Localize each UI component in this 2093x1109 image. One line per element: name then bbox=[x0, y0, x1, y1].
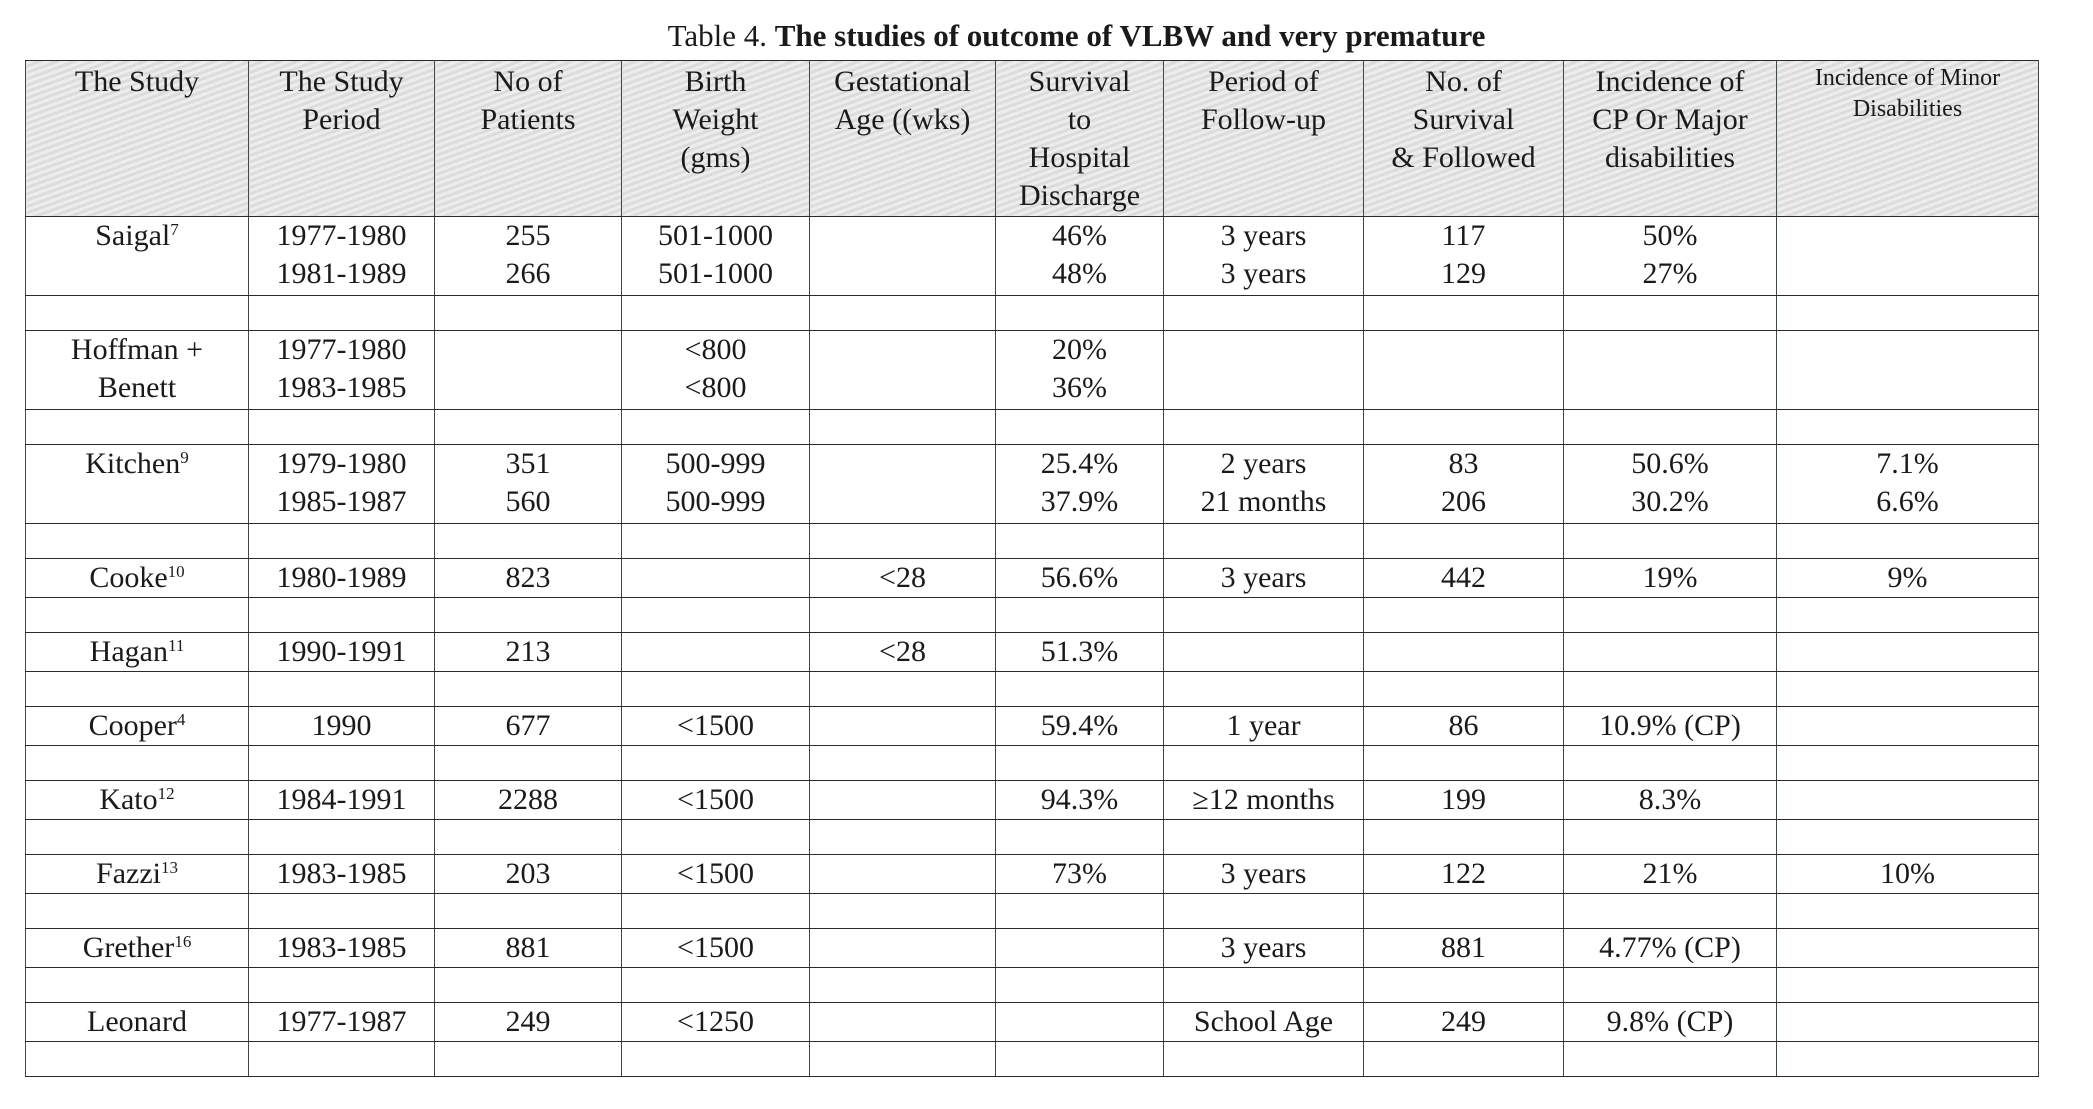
weight-cell: <1500 bbox=[622, 929, 810, 968]
patients-cell: 677 bbox=[435, 707, 622, 746]
empty-cell bbox=[249, 968, 435, 1003]
empty-cell bbox=[249, 410, 435, 445]
study-name: Leonard bbox=[87, 1005, 187, 1038]
patients-cell: 255 266 bbox=[435, 217, 622, 296]
study-cell bbox=[26, 855, 249, 894]
empty-cell bbox=[1164, 296, 1364, 331]
empty-cell bbox=[996, 820, 1164, 855]
followup-cell: 1 year bbox=[1164, 707, 1364, 746]
table-caption bbox=[0, 18, 2093, 54]
table-row bbox=[26, 781, 2039, 820]
empty-cell bbox=[996, 524, 1164, 559]
spacer-row bbox=[26, 296, 2039, 331]
ga-cell: <28 bbox=[810, 633, 996, 672]
empty-cell bbox=[249, 820, 435, 855]
reference-number: 11 bbox=[167, 636, 185, 655]
empty-cell bbox=[810, 296, 996, 331]
study-name: Hoffman + Benett bbox=[70, 333, 204, 404]
empty-cell bbox=[435, 746, 622, 781]
survival-cell: 56.6% bbox=[996, 559, 1164, 598]
empty-cell bbox=[26, 746, 249, 781]
study-cell bbox=[26, 633, 249, 672]
empty-cell bbox=[996, 1042, 1164, 1077]
empty-cell bbox=[26, 820, 249, 855]
column-header: No. of Survival & Followed bbox=[1364, 61, 1564, 217]
empty-cell bbox=[249, 894, 435, 929]
empty-cell bbox=[1777, 598, 2039, 633]
empty-cell bbox=[26, 1042, 249, 1077]
minor-cell bbox=[1777, 217, 2039, 296]
minor-cell: 9% bbox=[1777, 559, 2039, 598]
period-cell: 1984-1991 bbox=[249, 781, 435, 820]
empty-cell bbox=[1364, 894, 1564, 929]
caption-prefix: Table 4. bbox=[667, 18, 767, 53]
study-name: Hagan bbox=[89, 635, 168, 668]
table-row bbox=[26, 1003, 2039, 1042]
followed-cell: 249 bbox=[1364, 1003, 1564, 1042]
empty-cell bbox=[26, 894, 249, 929]
table-row bbox=[26, 559, 2039, 598]
followup-cell: ≥12 months bbox=[1164, 781, 1364, 820]
empty-cell bbox=[1777, 1042, 2039, 1077]
spacer-row bbox=[26, 410, 2039, 445]
weight-cell: 501-1000 501-1000 bbox=[622, 217, 810, 296]
empty-cell bbox=[249, 1042, 435, 1077]
study-cell bbox=[26, 331, 249, 410]
spacer-row bbox=[26, 672, 2039, 707]
empty-cell bbox=[1164, 894, 1364, 929]
empty-cell bbox=[1364, 968, 1564, 1003]
column-header: Period of Follow-up bbox=[1164, 61, 1364, 217]
period-cell: 1983-1985 bbox=[249, 929, 435, 968]
major-cell: 10.9% (CP) bbox=[1564, 707, 1777, 746]
empty-cell bbox=[810, 672, 996, 707]
study-name: Kato bbox=[99, 783, 158, 816]
weight-cell: <1500 bbox=[622, 781, 810, 820]
minor-cell bbox=[1777, 633, 2039, 672]
ga-cell bbox=[810, 781, 996, 820]
spacer-row bbox=[26, 968, 2039, 1003]
empty-cell bbox=[1164, 746, 1364, 781]
study-cell bbox=[26, 1003, 249, 1042]
column-header: Incidence of CP Or Major disabilities bbox=[1564, 61, 1777, 217]
empty-cell bbox=[435, 968, 622, 1003]
empty-cell bbox=[249, 672, 435, 707]
empty-cell bbox=[996, 894, 1164, 929]
table-row bbox=[26, 707, 2039, 746]
empty-cell bbox=[622, 598, 810, 633]
reference-number: 7 bbox=[170, 220, 179, 239]
table-row bbox=[26, 217, 2039, 296]
patients-cell: 823 bbox=[435, 559, 622, 598]
survival-cell bbox=[996, 929, 1164, 968]
minor-cell bbox=[1777, 331, 2039, 410]
ga-cell bbox=[810, 331, 996, 410]
period-cell: 1983-1985 bbox=[249, 855, 435, 894]
reference-number: 13 bbox=[160, 858, 178, 877]
empty-cell bbox=[810, 524, 996, 559]
followup-cell: 3 years bbox=[1164, 929, 1364, 968]
column-header: Gestational Age ((wks) bbox=[810, 61, 996, 217]
spacer-row bbox=[26, 894, 2039, 929]
survival-cell: 94.3% bbox=[996, 781, 1164, 820]
empty-cell bbox=[26, 598, 249, 633]
study-name: Cooke bbox=[89, 561, 168, 594]
major-cell: 50.6% 30.2% bbox=[1564, 445, 1777, 524]
followed-cell: 881 bbox=[1364, 929, 1564, 968]
followed-cell: 199 bbox=[1364, 781, 1564, 820]
empty-cell bbox=[622, 968, 810, 1003]
ga-cell: <28 bbox=[810, 559, 996, 598]
reference-number: 10 bbox=[167, 562, 185, 581]
empty-cell bbox=[435, 296, 622, 331]
study-cell bbox=[26, 217, 249, 296]
spacer-row bbox=[26, 1042, 2039, 1077]
empty-cell bbox=[1164, 524, 1364, 559]
major-cell: 50% 27% bbox=[1564, 217, 1777, 296]
followup-cell: 3 years 3 years bbox=[1164, 217, 1364, 296]
empty-cell bbox=[622, 296, 810, 331]
empty-cell bbox=[622, 820, 810, 855]
survival-cell: 25.4% 37.9% bbox=[996, 445, 1164, 524]
empty-cell bbox=[435, 524, 622, 559]
column-header: Birth Weight (gms) bbox=[622, 61, 810, 217]
empty-cell bbox=[1164, 410, 1364, 445]
followed-cell bbox=[1364, 633, 1564, 672]
spacer-row bbox=[26, 598, 2039, 633]
column-header: No of Patients bbox=[435, 61, 622, 217]
empty-cell bbox=[1164, 672, 1364, 707]
empty-cell bbox=[810, 598, 996, 633]
weight-cell: <1500 bbox=[622, 855, 810, 894]
major-cell: 8.3% bbox=[1564, 781, 1777, 820]
empty-cell bbox=[810, 968, 996, 1003]
followed-cell: 117 129 bbox=[1364, 217, 1564, 296]
empty-cell bbox=[249, 296, 435, 331]
study-name: Grether bbox=[82, 931, 175, 964]
empty-cell bbox=[810, 410, 996, 445]
empty-cell bbox=[622, 1042, 810, 1077]
followup-cell bbox=[1164, 331, 1364, 410]
empty-cell bbox=[622, 672, 810, 707]
followup-cell: 3 years bbox=[1164, 855, 1364, 894]
study-cell bbox=[26, 929, 249, 968]
study-name: Saigal bbox=[95, 219, 171, 252]
period-cell: 1990 bbox=[249, 707, 435, 746]
major-cell: 4.77% (CP) bbox=[1564, 929, 1777, 968]
followed-cell: 83 206 bbox=[1364, 445, 1564, 524]
empty-cell bbox=[1564, 894, 1777, 929]
patients-cell: 881 bbox=[435, 929, 622, 968]
column-header: The Study bbox=[26, 61, 249, 217]
empty-cell bbox=[435, 410, 622, 445]
empty-cell bbox=[1164, 968, 1364, 1003]
major-cell: 19% bbox=[1564, 559, 1777, 598]
minor-cell: 7.1% 6.6% bbox=[1777, 445, 2039, 524]
empty-cell bbox=[996, 968, 1164, 1003]
empty-cell bbox=[1564, 296, 1777, 331]
ga-cell bbox=[810, 855, 996, 894]
period-cell: 1990-1991 bbox=[249, 633, 435, 672]
empty-cell bbox=[435, 672, 622, 707]
empty-cell bbox=[622, 894, 810, 929]
empty-cell bbox=[1364, 746, 1564, 781]
table-row bbox=[26, 855, 2039, 894]
empty-cell bbox=[26, 968, 249, 1003]
study-name: Cooper bbox=[88, 709, 177, 742]
column-header: Incidence of Minor Disabilities bbox=[1777, 61, 2039, 217]
empty-cell bbox=[1364, 598, 1564, 633]
empty-cell bbox=[1164, 1042, 1364, 1077]
empty-cell bbox=[622, 746, 810, 781]
survival-cell: 51.3% bbox=[996, 633, 1164, 672]
empty-cell bbox=[1777, 524, 2039, 559]
empty-cell bbox=[1364, 524, 1564, 559]
ga-cell bbox=[810, 445, 996, 524]
study-name: Kitchen bbox=[85, 447, 181, 480]
major-cell: 9.8% (CP) bbox=[1564, 1003, 1777, 1042]
empty-cell bbox=[1777, 894, 2039, 929]
empty-cell bbox=[1364, 410, 1564, 445]
empty-cell bbox=[1364, 820, 1564, 855]
weight-cell: <1250 bbox=[622, 1003, 810, 1042]
empty-cell bbox=[249, 746, 435, 781]
caption-title: The studies of outcome of VLBW and very premature bbox=[774, 18, 1486, 53]
ga-cell bbox=[810, 929, 996, 968]
empty-cell bbox=[996, 296, 1164, 331]
minor-cell bbox=[1777, 1003, 2039, 1042]
empty-cell bbox=[1777, 968, 2039, 1003]
study-cell bbox=[26, 445, 249, 524]
period-cell: 1977-1987 bbox=[249, 1003, 435, 1042]
empty-cell bbox=[1564, 968, 1777, 1003]
empty-cell bbox=[1564, 672, 1777, 707]
empty-cell bbox=[1777, 410, 2039, 445]
followup-cell: 2 years 21 months bbox=[1164, 445, 1364, 524]
reference-number: 16 bbox=[174, 932, 192, 951]
study-cell bbox=[26, 781, 249, 820]
major-cell bbox=[1564, 331, 1777, 410]
empty-cell bbox=[810, 746, 996, 781]
table-row bbox=[26, 929, 2039, 968]
empty-cell bbox=[1564, 524, 1777, 559]
study-cell bbox=[26, 559, 249, 598]
empty-cell bbox=[1777, 672, 2039, 707]
period-cell: 1977-1980 1983-1985 bbox=[249, 331, 435, 410]
reference-number: 4 bbox=[176, 710, 186, 729]
empty-cell bbox=[1364, 296, 1564, 331]
spacer-row bbox=[26, 820, 2039, 855]
spacer-row bbox=[26, 746, 2039, 781]
empty-cell bbox=[810, 820, 996, 855]
patients-cell: 249 bbox=[435, 1003, 622, 1042]
followed-cell: 442 bbox=[1364, 559, 1564, 598]
empty-cell bbox=[1364, 1042, 1564, 1077]
minor-cell bbox=[1777, 707, 2039, 746]
survival-cell: 46% 48% bbox=[996, 217, 1164, 296]
study-cell bbox=[26, 707, 249, 746]
followed-cell bbox=[1364, 331, 1564, 410]
empty-cell bbox=[1164, 820, 1364, 855]
empty-cell bbox=[435, 598, 622, 633]
survival-cell: 20% 36% bbox=[996, 331, 1164, 410]
empty-cell bbox=[622, 524, 810, 559]
patients-cell bbox=[435, 331, 622, 410]
table-row bbox=[26, 331, 2039, 410]
empty-cell bbox=[1164, 598, 1364, 633]
table-body bbox=[26, 217, 2039, 1077]
empty-cell bbox=[1564, 1042, 1777, 1077]
ga-cell bbox=[810, 707, 996, 746]
empty-cell bbox=[810, 894, 996, 929]
weight-cell: 500-999 500-999 bbox=[622, 445, 810, 524]
reference-number: 9 bbox=[180, 448, 189, 467]
weight-cell: <800 <800 bbox=[622, 331, 810, 410]
empty-cell bbox=[435, 894, 622, 929]
survival-cell: 73% bbox=[996, 855, 1164, 894]
empty-cell bbox=[249, 524, 435, 559]
survival-cell: 59.4% bbox=[996, 707, 1164, 746]
table-row bbox=[26, 633, 2039, 672]
empty-cell bbox=[249, 598, 435, 633]
minor-cell bbox=[1777, 781, 2039, 820]
empty-cell bbox=[1777, 746, 2039, 781]
period-cell: 1980-1989 bbox=[249, 559, 435, 598]
followup-cell: 3 years bbox=[1164, 559, 1364, 598]
column-header: Survival to Hospital Discharge bbox=[996, 61, 1164, 217]
followed-cell: 122 bbox=[1364, 855, 1564, 894]
ga-cell bbox=[810, 217, 996, 296]
study-name: Fazzi bbox=[96, 857, 161, 890]
empty-cell bbox=[26, 410, 249, 445]
empty-cell bbox=[435, 820, 622, 855]
empty-cell bbox=[996, 672, 1164, 707]
weight-cell: <1500 bbox=[622, 707, 810, 746]
empty-cell bbox=[622, 410, 810, 445]
weight-cell bbox=[622, 559, 810, 598]
followup-cell: School Age bbox=[1164, 1003, 1364, 1042]
patients-cell: 2288 bbox=[435, 781, 622, 820]
empty-cell bbox=[996, 746, 1164, 781]
empty-cell bbox=[996, 598, 1164, 633]
period-cell: 1979-1980 1985-1987 bbox=[249, 445, 435, 524]
header-row bbox=[26, 61, 2039, 217]
patients-cell: 203 bbox=[435, 855, 622, 894]
empty-cell bbox=[435, 1042, 622, 1077]
table-row bbox=[26, 445, 2039, 524]
empty-cell bbox=[26, 296, 249, 331]
reference-number: 12 bbox=[157, 784, 175, 803]
survival-cell bbox=[996, 1003, 1164, 1042]
empty-cell bbox=[1777, 296, 2039, 331]
minor-cell: 10% bbox=[1777, 855, 2039, 894]
empty-cell bbox=[810, 1042, 996, 1077]
patients-cell: 213 bbox=[435, 633, 622, 672]
empty-cell bbox=[1564, 598, 1777, 633]
studies-table bbox=[25, 60, 2039, 1077]
empty-cell bbox=[26, 672, 249, 707]
spacer-row bbox=[26, 524, 2039, 559]
column-header: The Study Period bbox=[249, 61, 435, 217]
empty-cell bbox=[1564, 746, 1777, 781]
major-cell bbox=[1564, 633, 1777, 672]
followup-cell bbox=[1164, 633, 1364, 672]
period-cell: 1977-1980 1981-1989 bbox=[249, 217, 435, 296]
empty-cell bbox=[1564, 820, 1777, 855]
ga-cell bbox=[810, 1003, 996, 1042]
empty-cell bbox=[1777, 820, 2039, 855]
empty-cell bbox=[26, 524, 249, 559]
patients-cell: 351 560 bbox=[435, 445, 622, 524]
weight-cell bbox=[622, 633, 810, 672]
empty-cell bbox=[996, 410, 1164, 445]
empty-cell bbox=[1364, 672, 1564, 707]
followed-cell: 86 bbox=[1364, 707, 1564, 746]
major-cell: 21% bbox=[1564, 855, 1777, 894]
empty-cell bbox=[1564, 410, 1777, 445]
minor-cell bbox=[1777, 929, 2039, 968]
